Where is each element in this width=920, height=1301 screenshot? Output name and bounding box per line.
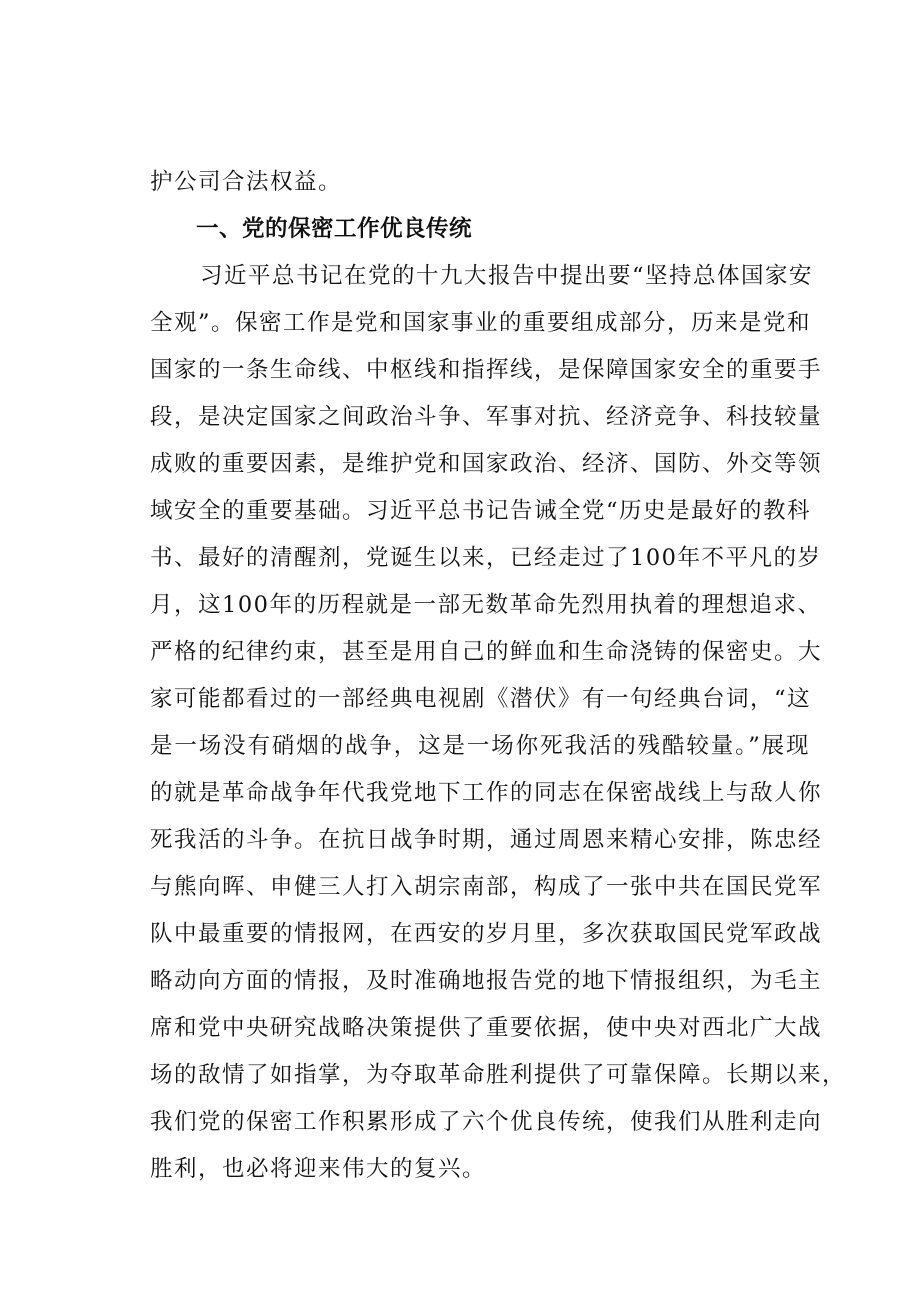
paragraph-line: 段，是决定国家之间政治斗争、军事对抗、经济竞争、科技较量 [150, 404, 823, 430]
paragraph-line: 域安全的重要基础。习近平总书记告诫全党“历史是最好的教科 [150, 498, 812, 524]
paragraph-line: 全观”。保密工作是党和国家事业的重要组成部分，历来是党和 [150, 310, 812, 336]
paragraph-line: 的就是革命战争年代我党地下工作的同志在保密战线上与敌人你 [150, 780, 823, 806]
paragraph-line: 胜利，也必将迎来伟大的复兴。 [150, 1156, 487, 1182]
paragraph-line: 席和党中央研究战略决策提供了重要依据，使中央对西北广大战 [150, 1015, 823, 1041]
paragraph-line: 死我活的斗争。在抗日战争时期，通过周恩来精心安排，陈忠经 [150, 827, 823, 853]
paragraph-line: 习近平总书记在党的十九大报告中提出要“坚持总体国家安 [200, 263, 814, 289]
paragraph-line: 书、最好的清醒剂，党诞生以来，已经走过了100年不平凡的岁 [150, 545, 822, 571]
continuation-line: 护公司合法权益。 [150, 169, 343, 195]
section-heading: 一、党的保密工作优良传统 [196, 216, 473, 242]
paragraph-line: 成败的重要因素，是维护党和国家政治、经济、国防、外交等领 [150, 451, 823, 477]
paragraph-line: 队中最重要的情报网，在西安的岁月里，多次获取国民党军政战 [150, 921, 823, 947]
paragraph-line: 家可能都看过的一部经典电视剧《潜伏》有一句经典台词，“这 [150, 686, 812, 712]
paragraph-line: 略动向方面的情报，及时准确地报告党的地下情报组织，为毛主 [150, 968, 823, 994]
paragraph-line: 严格的纪律约束，甚至是用自己的鲜血和生命浇铸的保密史。大 [150, 639, 823, 665]
paragraph-line: 国家的一条生命线、中枢线和指挥线，是保障国家安全的重要手 [150, 357, 823, 383]
paragraph-line: 我们党的保密工作积累形成了六个优良传统，使我们从胜利走向 [150, 1109, 823, 1135]
paragraph-line: 与熊向晖、申健三人打入胡宗南部，构成了一张中共在国民党军 [150, 874, 823, 900]
paragraph-line: 场的敌情了如指掌，为夺取革命胜利提供了可靠保障。长期以来， [150, 1062, 847, 1088]
paragraph-line: 是一场没有硝烟的战争，这是一场你死我活的残酷较量。”展现 [150, 733, 810, 759]
body-paragraph [150, 253, 847, 1193]
paragraph-line: 月，这100年的历程就是一部无数革命先烈用执着的理想追求、 [150, 592, 822, 618]
continuation-paragraph [150, 159, 810, 206]
